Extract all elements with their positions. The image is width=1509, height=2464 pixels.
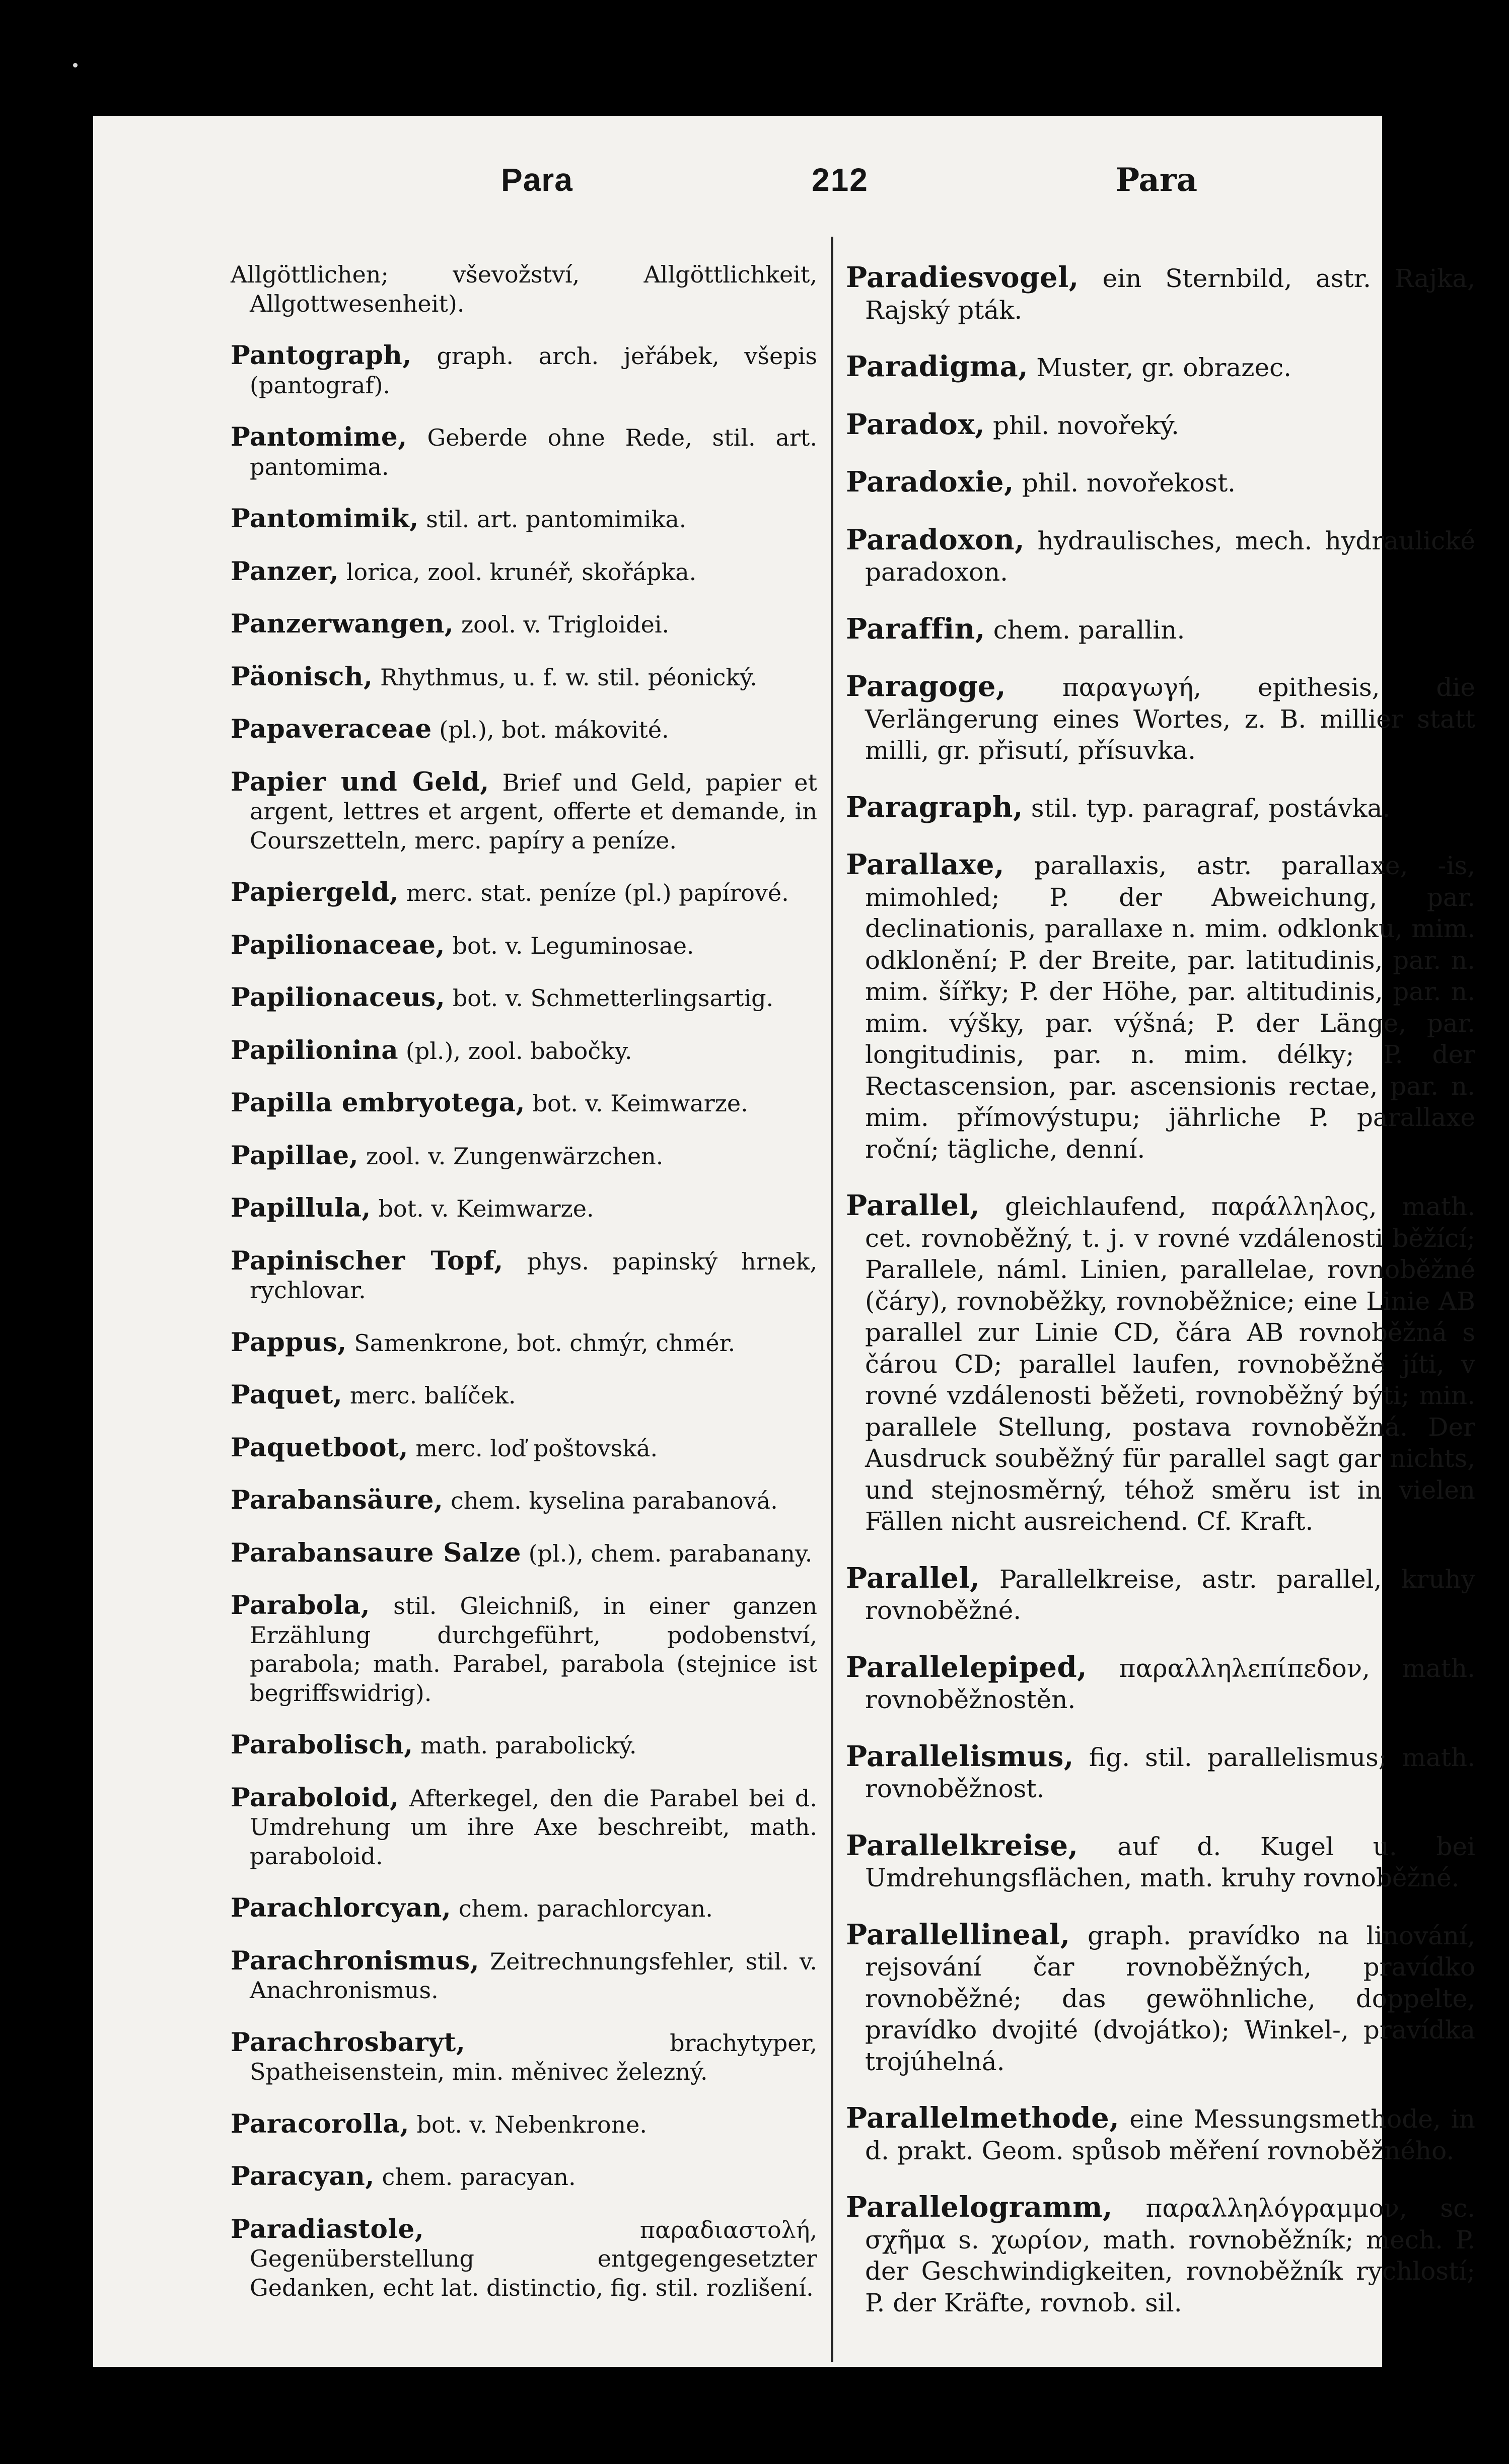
entry-headword: Papilionaceus, [231, 982, 446, 1013]
dictionary-entry [846, 613, 1475, 646]
entry-definition: chem. parachlorcyan. [458, 1895, 713, 1922]
entry-definition: (pl.), bot. mákovité. [439, 716, 669, 743]
entry-headword: Paracorolla, [231, 2108, 409, 2139]
dictionary-entry [231, 1036, 817, 1066]
entry-headword: Parallelogramm, [846, 2191, 1113, 2224]
entry-headword: Paradiesvogel, [846, 261, 1079, 294]
entry-definition: Muster, gr. obrazec. [1036, 353, 1292, 382]
entry-definition: parallaxis, astr. parallaxe, -is, mimohled; P. der Abweichung, par. declinationis, parallaxe n. mim. odklonku, mim. odklonění; P. der Breite, par. latitudinis, par. n. mim. šířky; P. der Höhe, par. altitudinis, par. n. mim. výšky, par. výšná; P. der Länge, par. longitudinis, par. n. mim. délky; P. der Rectascension, par. ascensionis rectae, par. n. mim. přímovýstupu; jährliche P. parallaxe roční; tägliche, denní. [865, 851, 1475, 1164]
dictionary-entry [231, 2110, 817, 2140]
dictionary-entry [846, 849, 1475, 1165]
dictionary-entry [231, 715, 817, 745]
entry-headword: Paracyan, [231, 2161, 375, 2192]
entry-headword: Papilionaceae, [231, 930, 445, 960]
entry-headword: Paradoxon, [846, 523, 1025, 556]
entry-definition: zool. v. Zungenwärzchen. [366, 1142, 664, 1170]
dictionary-entry [231, 1142, 817, 1171]
entry-definition: ein Sternbild, astr. Rajka, Rajský pták. [865, 264, 1475, 325]
entry-definition: hydraulisches, mech. hydraulické paradoxon. [865, 526, 1475, 587]
entry-definition: Allgöttlichen; vševožství, Allgöttlichkeit, Allgottwesenheit). [231, 261, 817, 317]
entry-headword: Papillula, [231, 1193, 371, 1223]
entry-definition: brachytyper, Spatheisenstein, min. měnivec železný. [250, 2029, 817, 2085]
dictionary-entry [846, 792, 1475, 824]
scan-speck [73, 63, 78, 67]
entry-definition: (pl.), chem. parabanany. [528, 1539, 813, 1567]
entry-definition: Geberde ohne Rede, stil. art. pantomima. [250, 424, 818, 480]
entry-headword: Paradiastole, [231, 2214, 424, 2244]
entry-headword: Pantomimik, [231, 504, 419, 534]
entry-headword: Papinischer Topf, [231, 1245, 504, 1276]
dictionary-entry [231, 663, 817, 692]
dictionary-entry [231, 1328, 817, 1358]
dictionary-entry [231, 341, 817, 400]
dictionary-entry [231, 1194, 817, 1224]
dictionary-entry [846, 1741, 1475, 1805]
entry-definition: stil. Gleichniß, in einer ganzen Erzählung durchgeführt, podobenství, parabola; math. Parabel, parabola (stejnice ist begriffswidrig). [250, 1592, 817, 1707]
dictionary-entry [231, 1247, 817, 1305]
column-divider [831, 237, 833, 2362]
dictionary-entry [231, 1089, 817, 1118]
entry-headword: Papiergeld, [231, 877, 399, 907]
dictionary-entry [231, 2215, 817, 2303]
entry-headword: Parabola, [231, 1590, 371, 1621]
entry-definition: bot. v. Keimwarze. [532, 1090, 748, 1117]
entry-definition: chem. paracyan. [382, 2163, 576, 2191]
entry-headword: Paragraph, [846, 790, 1023, 824]
entry-headword: Paradoxie, [846, 465, 1014, 499]
dictionary-entry [846, 1190, 1475, 1537]
entry-headword: Papillae, [231, 1140, 359, 1171]
dictionary-entry [231, 1894, 817, 1924]
dictionary-entry [846, 1563, 1475, 1627]
entry-headword: Parachronismus, [231, 1945, 480, 1976]
entry-definition: παραγωγή, epithesis, die Verlängerung eines Wortes, z. B. millier statt milli, gr. přisutí, přísuvka. [865, 673, 1475, 765]
entry-definition: Parallelkreise, astr. parallel, kruhy rovnoběžné. [865, 1564, 1475, 1625]
entry-headword: Paquetboot, [231, 1432, 408, 1463]
dictionary-entry [231, 2028, 817, 2087]
entry-headword: Parallaxe, [846, 848, 1005, 881]
entry-definition: math. parabolický. [420, 1732, 637, 1759]
entry-definition: phys. papinský hrnek, rychlovar. [250, 1247, 817, 1304]
page-number: 212 [812, 162, 869, 198]
entry-headword: Parabansaure Salze [231, 1537, 521, 1568]
entry-headword: Parachlorcyan, [231, 1893, 452, 1923]
entry-definition: graph. arch. jeřábek, všepis (pantograf). [250, 342, 818, 399]
entry-headword: Parallel, [846, 1189, 980, 1222]
dictionary-entry [231, 260, 817, 318]
entry-headword: Parallelepiped, [846, 1650, 1088, 1684]
entry-definition: Brief und Geld, papier et argent, lettres et argent, offerte et demande, in Courszetteln, merc. papíry a peníze. [250, 768, 817, 854]
dictionary-entry [846, 2102, 1475, 2166]
entry-definition: (pl.), zool. babočky. [405, 1037, 632, 1065]
dictionary-entry [231, 931, 817, 961]
entry-definition: lorica, zool. krunéř, skořápka. [346, 558, 697, 586]
dictionary-entry [231, 1731, 817, 1761]
entry-definition: fig. stil. parallelismus; math. rovnoběžnost. [865, 1742, 1475, 1803]
dictionary-entry [846, 671, 1475, 766]
entry-definition: Afterkegel, den die Parabel bei d. Umdrehung um ihre Axe beschreibt, math. paraboloid. [250, 1784, 817, 1870]
entry-definition: bot. v. Leguminosae. [452, 932, 694, 959]
dictionary-entry [231, 557, 817, 587]
entry-definition: zool. v. Trigloidei. [461, 611, 670, 638]
dictionary-entry [846, 351, 1475, 384]
right-column [846, 237, 1475, 2328]
dictionary-entry [231, 423, 817, 481]
dictionary-entry [846, 409, 1475, 442]
dictionary-entry [231, 505, 817, 534]
entry-definition: gleichlaufend, παράλληλος, math. cet. rovnoběžný, t. j. v rovné vzdálenosti běžící; Parallele, náml. Linien, parallelae, rovnoběžné (čáry), rovnoběžky, rovnoběžnice; eine Linie AB parallel zur Linie CD, čára AB rovnoběžná s čárou CD; parallel laufen, rovnoběžně jíti, v rovné vzdálenosti běžeti, rovnoběžný býti; min. parallele Stellung, postava rovnoběžná. Der Ausdruck souběžný für parallel sagt gar nichts, und stejnosměrný, téhož směru ist in vielen Fällen nicht ausreichend. Cf. Kraft. [865, 1192, 1475, 1536]
dictionary-entry [231, 1947, 817, 2005]
dictionary-entry [846, 262, 1475, 326]
entry-definition: graph. pravídko na linování, rejsování čar rovnoběžných, pravídko rovnoběžné; das gewöhnliche, doppelte, pravídko dvojité (dvojátko); Winkel-, pravídka trojúhelná. [865, 1921, 1475, 2076]
entry-definition: Rhythmus, u. f. w. stil. péonický. [380, 663, 757, 691]
entry-headword: Pappus, [231, 1327, 347, 1358]
entry-headword: Papaveraceae [231, 714, 432, 744]
dictionary-entry [231, 1539, 817, 1569]
dictionary-entry [846, 1830, 1475, 1894]
entry-headword: Papilionina [231, 1035, 399, 1066]
entry-headword: Parallelmethode, [846, 2101, 1120, 2135]
dictionary-entry [846, 524, 1475, 588]
entry-headword: Panzer, [231, 556, 339, 587]
entry-headword: Päonisch, [231, 661, 373, 692]
entry-headword: Papilla embryotega, [231, 1088, 525, 1118]
dictionary-entry [231, 1591, 817, 1708]
dictionary-entry [231, 983, 817, 1013]
entry-definition: stil. typ. paragraf, postávka. [1031, 793, 1391, 823]
dictionary-entry [846, 1652, 1475, 1716]
entry-headword: Parallel, [846, 1561, 980, 1595]
running-head-left: Para [501, 162, 573, 198]
left-column [231, 237, 817, 2311]
entry-definition: bot. v. Nebenkrone. [416, 2110, 648, 2138]
entry-headword: Parallelismus, [846, 1739, 1074, 1773]
dictionary-entry [231, 1381, 817, 1411]
dictionary-entry [231, 1434, 817, 1463]
entry-definition: chem. kyselina parabanová. [450, 1487, 778, 1514]
entry-definition: παραλληλεπίπεδον, math. rovnoběžnostěn. [865, 1653, 1475, 1714]
entry-headword: Paquet, [231, 1380, 343, 1410]
entry-headword: Parabansäure, [231, 1485, 444, 1515]
entry-headword: Paradox, [846, 407, 985, 441]
entry-definition: merc. balíček. [349, 1382, 516, 1409]
dictionary-entry [846, 466, 1475, 499]
entry-headword: Parabolisch, [231, 1730, 413, 1760]
dictionary-entry [846, 1919, 1475, 2078]
entry-definition: phil. novořekost. [1022, 468, 1236, 498]
entry-definition: παραδιαστολή, Gegenüberstellung entgegengesetzter Gedanken, echt lat. distinctio, fig. stil. rozlišení. [250, 2216, 817, 2301]
dictionary-entry [231, 768, 817, 856]
entry-definition: phil. novořeký. [992, 410, 1179, 440]
entry-definition: merc. stat. peníze (pl.) papírové. [406, 879, 789, 906]
dictionary-entry [231, 1784, 817, 1871]
entry-definition: Samenkrone, bot. chmýr, chmér. [354, 1329, 736, 1357]
entry-headword: Papier und Geld, [231, 766, 489, 797]
entry-definition: stil. art. pantomimika. [426, 506, 687, 533]
entry-headword: Paraffin, [846, 612, 985, 646]
entry-definition: merc. loď poštovská. [415, 1434, 658, 1462]
entry-definition: bot. v. Keimwarze. [378, 1195, 594, 1222]
entry-headword: Pantograph, [231, 340, 412, 371]
entry-headword: Parachrosbaryt, [231, 2027, 466, 2058]
entry-headword: Paragoge, [846, 670, 1006, 703]
dictionary-entry [846, 2192, 1475, 2318]
entry-headword: Pantomime, [231, 422, 407, 452]
dictionary-entry [231, 1486, 817, 1516]
dictionary-entry [231, 610, 817, 640]
entry-headword: Paradigma, [846, 350, 1029, 383]
entry-headword: Panzerwangen, [231, 609, 454, 639]
entry-definition: auf d. Kugel u. bei Umdrehungsflächen, math. kruhy rovnoběžné. [865, 1832, 1475, 1892]
dictionary-entry [231, 2162, 817, 2192]
entry-definition: chem. parallin. [993, 615, 1185, 645]
entry-definition: παραλληλόγραμμον, sc. σχῆμα s. χωρίον, math. rovnoběžník; mech. P. der Geschwindigkeiten, rovnoběžník rychlostí; P. der Kräfte, rovnob. sil. [865, 2194, 1475, 2317]
entry-definition: eine Messungsmethode, in d. prakt. Geom. spůsob měření rovnoběžného. [865, 2104, 1475, 2165]
entry-definition: Zeitrechnungsfehler, stil. v. Anachronismus. [250, 1947, 817, 2004]
entry-headword: Paraboloid, [231, 1782, 399, 1813]
entry-headword: Parallelkreise, [846, 1828, 1079, 1862]
entry-definition: bot. v. Schmetterlingsartig. [452, 984, 774, 1012]
dictionary-entry [231, 878, 817, 908]
entry-headword: Parallellineal, [846, 1918, 1070, 1951]
running-head-right: Para [1115, 161, 1198, 199]
